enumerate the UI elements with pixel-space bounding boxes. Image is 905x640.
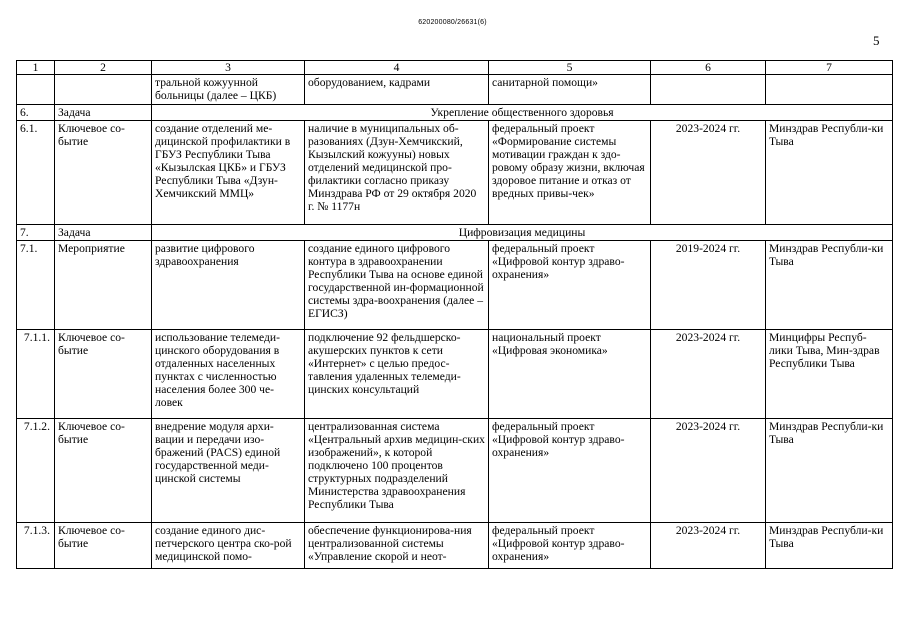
cell-result: оборудованием, кадрами	[305, 75, 489, 105]
cell-responsible: Минздрав Республи-ки Тыва	[766, 241, 893, 330]
document-code: 620200080/26631(6)	[418, 19, 487, 26]
cell-type	[55, 75, 152, 105]
cell-number: 7.1.	[17, 241, 55, 330]
cell-project: санитарной помощи»	[489, 75, 651, 105]
cell-description: внедрение модуля архи-вации и передачи изо-бражений (PACS) единой государственной меди-цинской системы	[152, 419, 305, 523]
header-cell: 3	[152, 61, 305, 75]
cell-responsible: Минздрав Республи-ки Тыва	[766, 419, 893, 523]
header-cell: 1	[17, 61, 55, 75]
cell-project: федеральный проект «Цифровой контур здраво-охранения»	[489, 523, 651, 569]
cell-period: 2023-2024 гг.	[651, 523, 766, 569]
header-cell: 2	[55, 61, 152, 75]
table-row	[17, 419, 893, 523]
cell-number: 7.1.2.	[17, 419, 55, 523]
header-cell: 5	[489, 61, 651, 75]
task-type: Задача	[55, 225, 152, 241]
cell-type: Мероприятие	[55, 241, 152, 330]
cell-description: развитие цифрового здравоохранения	[152, 241, 305, 330]
task-type: Задача	[55, 105, 152, 121]
header-cell: 7	[766, 61, 893, 75]
cell-result: подключение 92 фельдшерско-акушерских пунктов к сети «Интернет» с целью предос-тавления удаленных телемеди-цинских консультаций	[305, 330, 489, 419]
cell-description: тральной кожуунной больницы (далее – ЦКБ)	[152, 75, 305, 105]
table-row	[17, 330, 893, 419]
cell-period: 2023-2024 гг.	[651, 419, 766, 523]
cell-responsible: Минздрав Республи-ки Тыва	[766, 523, 893, 569]
cell-number: 7.1.1.	[17, 330, 55, 419]
cell-result: наличие в муниципальных об-разованиях (Дзун-Хемчикский, Кызылский кожууны) новых отделений медицинской про-филактики согласно приказу Минздрава РФ от 29 октября 2020 г. № 1177н	[305, 121, 489, 225]
cell-responsible: Минцифры Респуб-лики Тыва, Мин-здрав Республики Тыва	[766, 330, 893, 419]
cell-responsible: Минздрав Республи-ки Тыва	[766, 121, 893, 225]
cell-project: национальный проект «Цифровая экономика»	[489, 330, 651, 419]
task-row	[17, 105, 893, 121]
cell-period: 2019-2024 гг.	[651, 241, 766, 330]
cell-description: создание единого дис-петчерского центра ско-рой медицинской помо-	[152, 523, 305, 569]
cell-period: 2023-2024 гг.	[651, 121, 766, 225]
cell-period	[651, 75, 766, 105]
cell-result: создание единого цифрового контура в здравоохранении Республики Тыва на основе единой государственной ин-формационной системы здра-воохранения (далее – ЕГИСЗ)	[305, 241, 489, 330]
cell-project: федеральный проект «Цифровой контур здраво-охранения»	[489, 419, 651, 523]
cell-description: использование телемеди-цинского оборудования в отдаленных населенных пунктах с численностью населения более 300 че-ловек	[152, 330, 305, 419]
table-row	[17, 523, 893, 569]
cell-description: создание отделений ме-дицинской профилактики в ГБУЗ Республики Тыва «Кызылская ЦКБ» и ГБУЗ Республики Тыва «Дзун-Хемчикский ММЦ»	[152, 121, 305, 225]
cell-result: централизованная система «Центральный архив медицин-ских изображений», к которой подключено 100 процентов структурных подразделений Министерства здравоохранения Республики Тыва	[305, 419, 489, 523]
cell-project: федеральный проект «Цифровой контур здраво-охранения»	[489, 241, 651, 330]
header-row	[17, 61, 893, 75]
header-cell: 4	[305, 61, 489, 75]
task-row	[17, 225, 893, 241]
cell-number: 7.1.3.	[17, 523, 55, 569]
task-number: 7.	[17, 225, 55, 241]
task-title: Укрепление общественного здоровья	[152, 105, 893, 121]
cell-number	[17, 75, 55, 105]
cell-result: обеспечение функционирова-ния централизованной системы «Управление скорой и неот-	[305, 523, 489, 569]
header-cell: 6	[651, 61, 766, 75]
table-row-continuation	[17, 75, 893, 105]
task-number: 6.	[17, 105, 55, 121]
page-number: 5	[873, 33, 880, 48]
table-row	[17, 241, 893, 330]
cell-type: Ключевое со-бытие	[55, 419, 152, 523]
cell-project: федеральный проект «Формирование системы мотивации граждан к здо-ровому образу жизни, включая здоровое питание и отказ от вредных привы-чек»	[489, 121, 651, 225]
cell-type: Ключевое со-бытие	[55, 121, 152, 225]
cell-number: 6.1.	[17, 121, 55, 225]
table-row	[17, 121, 893, 225]
cell-type: Ключевое со-бытие	[55, 330, 152, 419]
plan-table	[16, 60, 893, 569]
cell-period: 2023-2024 гг.	[651, 330, 766, 419]
cell-type: Ключевое со-бытие	[55, 523, 152, 569]
cell-responsible	[766, 75, 893, 105]
task-title: Цифровизация медицины	[152, 225, 893, 241]
